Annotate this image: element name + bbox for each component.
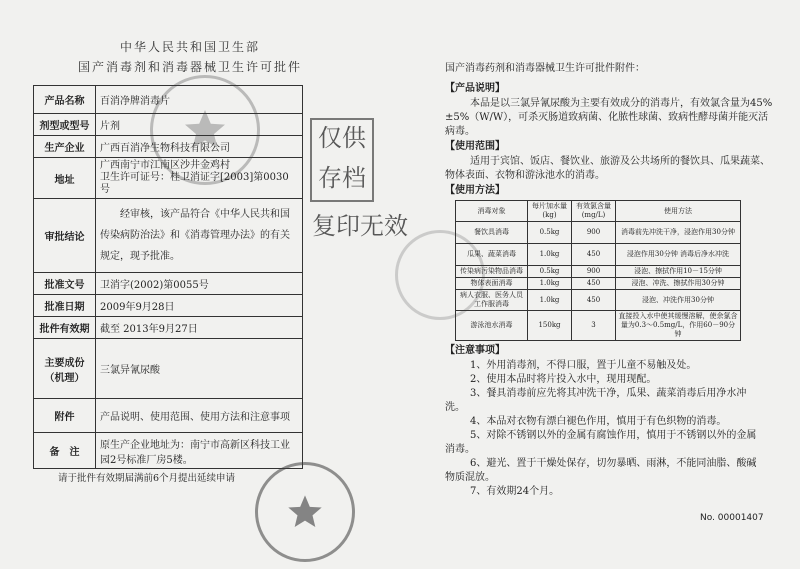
permit-title: 国产消毒剂和消毒器械卫生许可批件 — [77, 60, 302, 74]
table-row: 审批结论 经审核，该产品符合《中华人民共和国传染病防治法》和《消毒管理办法》的有关规定，现予批准。 — [34, 199, 303, 273]
table-row: 传染病污染物品消毒 0.5kg 900 浸泡、擦拭作用10－15分钟 — [456, 266, 741, 278]
copy-stamp: 仅供 存档 — [310, 118, 374, 202]
table-row: 备 注 原生产企业地址为：南宁市高新区科技工业园2号标准厂房5楼。 — [34, 433, 303, 469]
note-item: 3、餐具消毒前应先将其冲洗干净，瓜果、蔬菜消毒后用净水冲洗。 — [445, 388, 747, 413]
table-row: 剂型或型号 片剂 — [34, 114, 303, 136]
renewal-note: 请于批件有效期届满前6个月提出延续申请 — [58, 473, 236, 484]
notes-list — [445, 359, 765, 499]
table-row: 餐饮具消毒 0.5kg 900 消毒前先冲洗干净，浸泡作用30分钟 — [456, 222, 741, 244]
note-item: 2、使用本品时将片投入水中，现用现配。 — [470, 374, 657, 385]
note-item: 1、外用消毒剂，不得口服，置于儿童不易触及处。 — [470, 360, 697, 371]
notes-heading: 【注意事项】 — [445, 345, 505, 356]
attachment-title: 国产消毒药剂和消毒器械卫生许可批件附件： — [445, 63, 645, 74]
copy-invalid-stamp: 复印无效 — [312, 212, 408, 240]
table-row: 产品名称 百消净牌消毒片 — [34, 86, 303, 114]
product-description: 本品是以三氯异氰尿酸为主要有效成分的消毒片，有效氯含量为45%±5%（W/W），可杀灭肠道致病菌、化脓性球菌、致病性酵母菌并能灭活病毒。 — [445, 98, 773, 137]
scope-heading: 【使用范围】 — [445, 141, 505, 152]
note-item: 7、有效期24个月。 — [470, 486, 560, 497]
usage-scope: 适用于宾馆、饭店、餐饮业、旅游及公共场所的餐饮具、瓜果蔬菜、物体表面、衣物和游泳池水的消毒。 — [445, 156, 770, 181]
table-row: 批件有效期 截至 2013年9月27日 — [34, 317, 303, 339]
table-row: 病人衣服、医务人员工作服消毒 1.0kg 450 浸泡、冲洗作用30分钟 — [456, 290, 741, 311]
table-row: 瓜果、蔬菜消毒 1.0kg 450 浸泡作用30分钟 消毒后净水冲洗 — [456, 244, 741, 266]
serial-number: No. 00001407 — [700, 513, 764, 523]
national-emblem-icon — [285, 492, 325, 532]
table-row: 批准文号 卫消字(2002)第0055号 — [34, 273, 303, 295]
desc-heading: 【产品说明】 — [445, 83, 505, 94]
table-row: 附件 产品说明、使用范围、使用方法和注意事项 — [34, 399, 303, 433]
note-item: 5、对除不锈钢以外的金属有腐蚀作用，慎用于不锈钢以外的金属消毒。 — [445, 430, 757, 455]
issuer-seal — [255, 462, 355, 562]
table-row: 批准日期 2009年9月28日 — [34, 295, 303, 317]
note-item: 4、本品对衣物有漂白褪色作用，慎用于有色织物的消毒。 — [470, 416, 727, 427]
note-item: 6、避光、置于干燥处保存，切勿暴晒、雨淋，不能同油脂、酸碱物质混放。 — [445, 458, 757, 483]
usage-method-table — [455, 200, 741, 341]
table-row: 地址 广西南宁市江南区沙井金鸡村 卫生许可证号：桂卫消证字[2003]第0030号 — [34, 158, 303, 199]
table-row: 生产企业 广西百消净生物科技有限公司 — [34, 136, 303, 158]
table-row: 主要成份（机理） 三氯异氰尿酸 — [34, 339, 303, 399]
table-row: 游泳池水消毒 150kg 3 直接投入水中使其缓慢溶解，使余氯含量为0.3～0.5mg/L，作用60－90分钟 — [456, 311, 741, 341]
table-row: 物体表面消毒 1.0kg 450 浸泡、冲洗、擦拭作用30分钟 — [456, 278, 741, 290]
permit-table — [33, 85, 303, 469]
ministry-title: 中华人民共和国卫生部 — [119, 40, 260, 54]
table-header-row: 消毒对象 每片加水量(kg) 有效氯含量(mg/L) 使用方法 — [456, 201, 741, 222]
method-heading: 【使用方法】 — [445, 185, 505, 196]
